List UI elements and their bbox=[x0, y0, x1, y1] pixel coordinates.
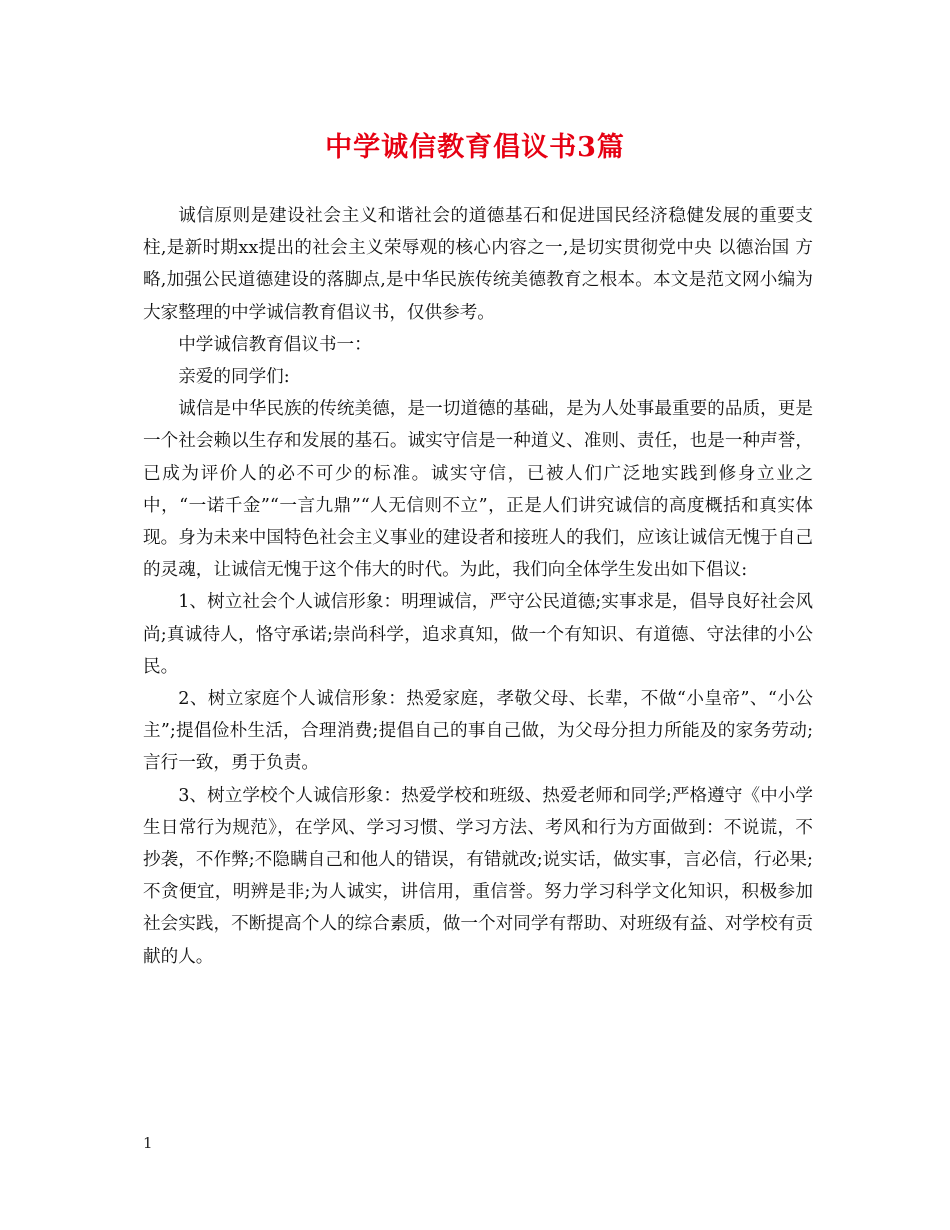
proposal-item-1: 1、树立社会个人诚信形象：明理诚信，严守公民道德;实事求是，倡导良好社会风尚;真诚待人，恪守承诺;崇尚科学，追求真知，做一个有知识、有道德、守法律的小公民。 bbox=[143, 592, 813, 677]
page-number: 1 bbox=[143, 1134, 153, 1152]
document-title: 中学诚信教育倡议书3篇 bbox=[325, 132, 625, 163]
body-paragraph: 诚信是中华民族的传统美德，是一切道德的基础，是为人处事最重要的品质，更是一个社会赖以生存和发展的基石。诚实守信是一种道义、准则、责任，也是一种声誉，已成为评价人的必不可少的标准。诚实守信，已被人们广泛地实践到修身立业之中，“一诺千金”“一言九鼎”“人无信则不立”，正是人们讲究诚信的高度概括和真实体现。身为未来中国特色社会主义事业的建设者和接班人的我们，应该让诚信无愧于自己的灵魂，让诚信无愧于这个伟大的时代。为此，我们向全体学生发出如下倡议: bbox=[143, 399, 813, 581]
salutation: 亲爱的同学们: bbox=[178, 367, 290, 388]
proposal-item-2: 2、树立家庭个人诚信形象：热爱家庭，孝敬父母、长辈，不做“小皇帝”、“小公主”;提倡俭朴生活，合理消费;提倡自己的事自己做，为父母分担力所能及的家务劳动;言行一致，勇于负责。 bbox=[143, 689, 813, 774]
section-heading: 中学诚信教育倡议书一： bbox=[178, 334, 372, 355]
proposal-item-3: 3、树立学校个人诚信形象：热爱学校和班级、热爱老师和同学;严格遵守《中小学生日常行为规范》，在学风、学习习惯、学习方法、考风和行为方面做到：不说谎，不抄袭，不作弊;不隐瞒自己和他人的错误，有错就改;说实话，做实事，言必信，行必果;不贪便宜，明辨是非;为人诚实，讲信用，重信誉。努力学习科学文化知识，积极参加社会实践，不断提高个人的综合素质，做一个对同学有帮助、对班级有益、对学校有贡献的人。 bbox=[143, 785, 813, 967]
document-body bbox=[143, 200, 813, 973]
intro-paragraph: 诚信原则是建设社会主义和谐社会的道德基石和促进国民经济稳健发展的重要支柱,是新时期xx提出的社会主义荣辱观的核心内容之一,是切实贯彻党中央 以德治国 方略,加强公民道德建设的落脚点,是中华民族传统美德教育之根本。本文是范文网小编为大家整理的中学诚信教育倡议书，仅供参考。 bbox=[143, 206, 813, 323]
